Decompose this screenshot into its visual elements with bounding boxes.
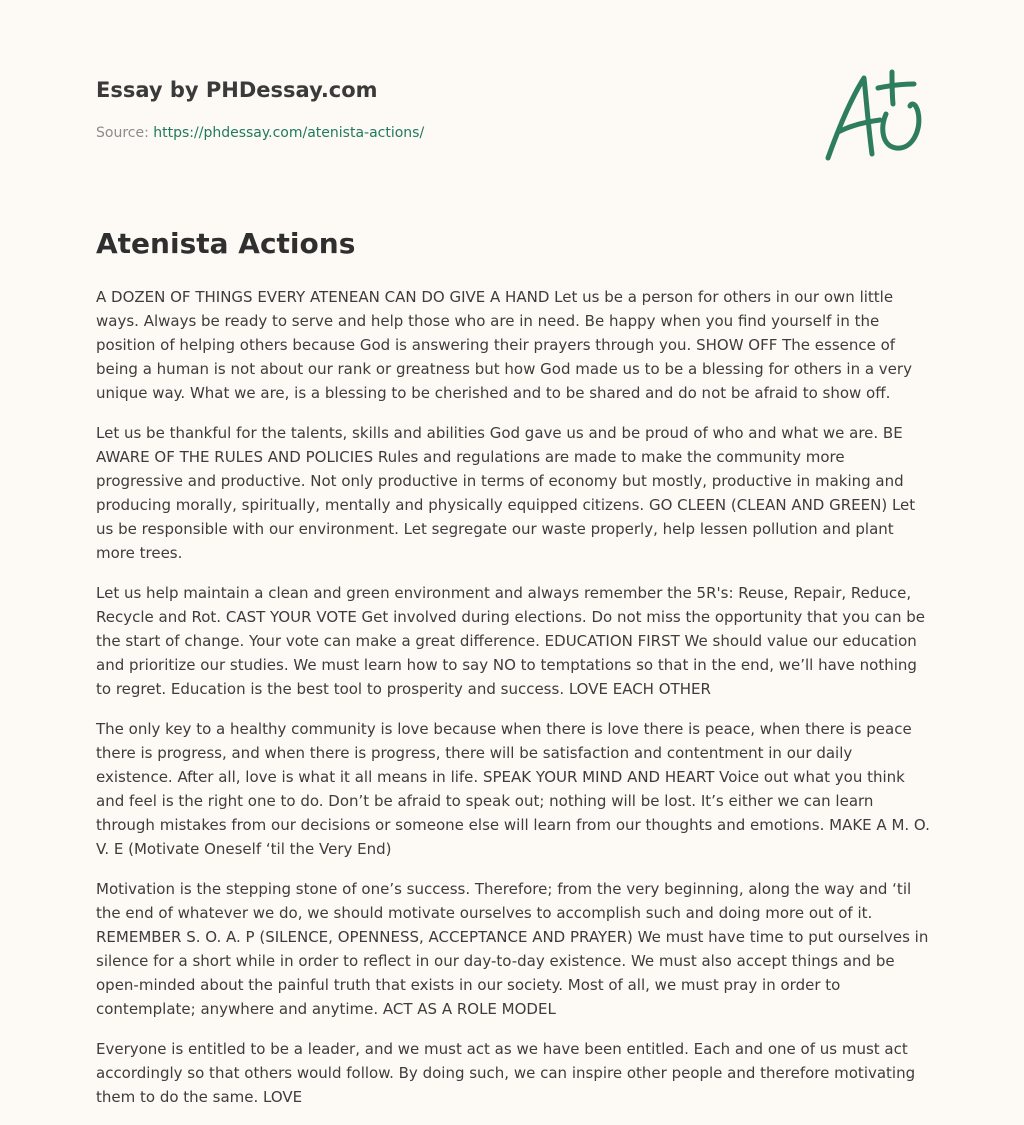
essay-paragraph: A DOZEN OF THINGS EVERY ATENEAN CAN DO GIVE A HAND Let us be a person for others in our own little ways. Always be ready to serve and help those who are in need. Be happy when you find yourself in the position of helping others because God is answering their prayers through you. SHOW OFF The essence of being a human is not about our rank or greatness but how God made us to be a blessing for others in a very unique way. What we are, is a blessing to be cherished and to be shared and do not be afraid to show off. xyxy=(96,288,912,402)
a-plus-logo-icon xyxy=(820,66,930,166)
page-header xyxy=(96,76,936,143)
essay-paragraph: Everyone is entitled to be a leader, and we must act as we have been entitled. Each and one of us must act accordingly so that others would follow. By doing such, we can inspire other people and therefore motivating them to do the same. LOVE xyxy=(96,1040,916,1106)
source-label: Source: xyxy=(96,125,149,141)
essay-body xyxy=(96,285,930,1125)
source-line xyxy=(96,123,936,143)
site-brand: Essay by PHDessay.com xyxy=(96,78,378,102)
essay-paragraph: Let us be thankful for the talents, skills and abilities God gave us and be proud of who and what we are. BE AWARE OF THE RULES AND POLICIES Rules and regulations are made to make the community more progressive and productive. Not only productive in terms of economy but mostly, productive in making and producing morally, spiritually, mentally and physically equipped citizens. GO CLEEN (CLEAN AND GREEN) Let us be responsible with our environment. Let segregate our waste properly, help lessen pollution and plant more trees. xyxy=(96,424,916,562)
essay-paragraph: The only key to a healthy community is love because when there is love there is peace, when there is peace there is progress, and when there is progress, there will be satisfaction and contentment in our daily existence. After all, love is what it all means in life. SPEAK YOUR MIND AND HEART Voice out what you think and feel is the right one to do. Don’t be afraid to speak out; nothing will be lost. It’s either we can learn through mistakes from our decisions or someone else will learn from our thoughts and emotions. MAKE A M. O. V. E (Motivate Oneself ‘til the Very End) xyxy=(96,720,930,858)
essay-title: Atenista Actions xyxy=(96,227,356,260)
essay-paragraph: Motivation is the stepping stone of one’s success. Therefore; from the very beginning, along the way and ‘til the end of whatever we do, we should motivate ourselves to accomplish such and doing more out of it. REMEMBER S. O. A. P (SILENCE, OPENNESS, ACCEPTANCE AND PRAYER) We must have time to put ourselves in silence for a short while in order to reflect in our day-to-day existence. We must also accept things and be open-minded about the painful truth that exists in our society. Most of all, we must pray in order to contemplate; anywhere and anytime. ACT AS A ROLE MODEL xyxy=(96,880,929,1018)
essay-paragraph: Let us help maintain a clean and green environment and always remember the 5R's: Reuse, Repair, Reduce, Recycle and Rot. CAST YOUR VOTE Get involved during elections. Do not miss the opportunity that you can be the start of change. Your vote can make a great difference. EDUCATION FIRST We should value our education and prioritize our studies. We must learn how to say NO to temptations so that in the end, we’ll have nothing to regret. Education is the best tool to prosperity and success. LOVE EACH OTHER xyxy=(96,584,926,698)
source-link[interactable]: https://phdessay.com/atenista-actions/ xyxy=(153,125,425,141)
